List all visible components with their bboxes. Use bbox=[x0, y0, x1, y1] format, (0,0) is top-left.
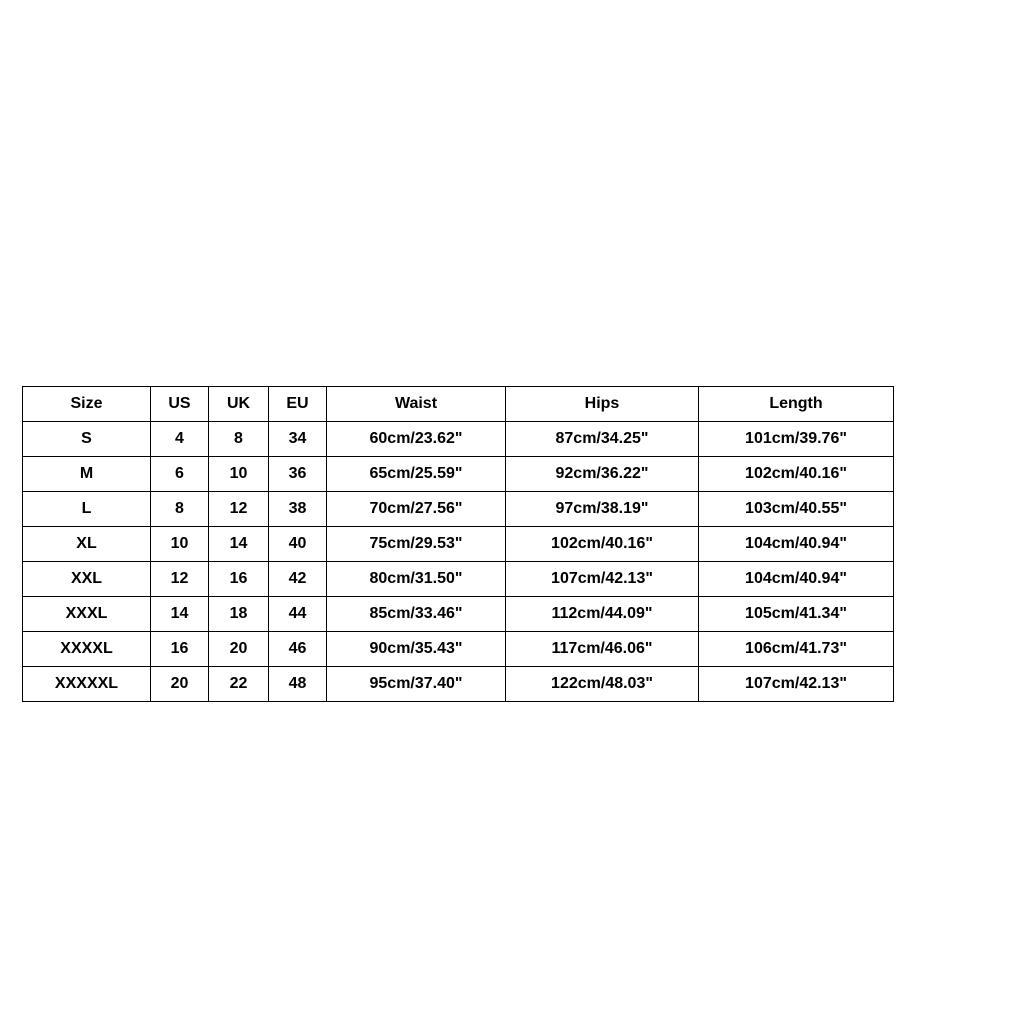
cell-us: 12 bbox=[151, 562, 209, 597]
header-eu: EU bbox=[269, 387, 327, 422]
table-row bbox=[23, 492, 894, 527]
cell-us: 8 bbox=[151, 492, 209, 527]
cell-us: 10 bbox=[151, 527, 209, 562]
header-row bbox=[23, 387, 894, 422]
cell-waist: 90cm/35.43" bbox=[327, 632, 506, 667]
table-row bbox=[23, 422, 894, 457]
cell-eu: 38 bbox=[269, 492, 327, 527]
cell-uk: 10 bbox=[209, 457, 269, 492]
cell-hips: 97cm/38.19" bbox=[506, 492, 699, 527]
cell-size: XXXL bbox=[23, 597, 151, 632]
table-row bbox=[23, 667, 894, 702]
cell-length: 103cm/40.55" bbox=[699, 492, 894, 527]
cell-hips: 107cm/42.13" bbox=[506, 562, 699, 597]
cell-us: 20 bbox=[151, 667, 209, 702]
header-waist: Waist bbox=[327, 387, 506, 422]
cell-waist: 70cm/27.56" bbox=[327, 492, 506, 527]
cell-size: XXL bbox=[23, 562, 151, 597]
cell-size: M bbox=[23, 457, 151, 492]
cell-waist: 85cm/33.46" bbox=[327, 597, 506, 632]
size-chart-table bbox=[22, 386, 894, 702]
cell-eu: 42 bbox=[269, 562, 327, 597]
cell-hips: 122cm/48.03" bbox=[506, 667, 699, 702]
cell-uk: 8 bbox=[209, 422, 269, 457]
cell-eu: 48 bbox=[269, 667, 327, 702]
cell-hips: 92cm/36.22" bbox=[506, 457, 699, 492]
cell-length: 101cm/39.76" bbox=[699, 422, 894, 457]
cell-waist: 60cm/23.62" bbox=[327, 422, 506, 457]
cell-hips: 117cm/46.06" bbox=[506, 632, 699, 667]
header-us: US bbox=[151, 387, 209, 422]
cell-waist: 80cm/31.50" bbox=[327, 562, 506, 597]
cell-us: 4 bbox=[151, 422, 209, 457]
header-uk: UK bbox=[209, 387, 269, 422]
cell-uk: 12 bbox=[209, 492, 269, 527]
cell-eu: 40 bbox=[269, 527, 327, 562]
cell-hips: 112cm/44.09" bbox=[506, 597, 699, 632]
cell-us: 16 bbox=[151, 632, 209, 667]
cell-size: S bbox=[23, 422, 151, 457]
table-row bbox=[23, 597, 894, 632]
cell-size: XL bbox=[23, 527, 151, 562]
cell-us: 14 bbox=[151, 597, 209, 632]
table-row bbox=[23, 457, 894, 492]
cell-uk: 14 bbox=[209, 527, 269, 562]
table-row bbox=[23, 527, 894, 562]
cell-length: 105cm/41.34" bbox=[699, 597, 894, 632]
table-row bbox=[23, 562, 894, 597]
cell-waist: 75cm/29.53" bbox=[327, 527, 506, 562]
cell-size: L bbox=[23, 492, 151, 527]
cell-uk: 16 bbox=[209, 562, 269, 597]
cell-eu: 34 bbox=[269, 422, 327, 457]
cell-eu: 36 bbox=[269, 457, 327, 492]
cell-hips: 87cm/34.25" bbox=[506, 422, 699, 457]
cell-length: 106cm/41.73" bbox=[699, 632, 894, 667]
cell-length: 104cm/40.94" bbox=[699, 562, 894, 597]
cell-length: 102cm/40.16" bbox=[699, 457, 894, 492]
cell-waist: 65cm/25.59" bbox=[327, 457, 506, 492]
cell-uk: 20 bbox=[209, 632, 269, 667]
cell-us: 6 bbox=[151, 457, 209, 492]
cell-eu: 44 bbox=[269, 597, 327, 632]
cell-size: XXXXXL bbox=[23, 667, 151, 702]
cell-length: 107cm/42.13" bbox=[699, 667, 894, 702]
cell-eu: 46 bbox=[269, 632, 327, 667]
cell-uk: 18 bbox=[209, 597, 269, 632]
cell-size: XXXXL bbox=[23, 632, 151, 667]
cell-uk: 22 bbox=[209, 667, 269, 702]
header-hips: Hips bbox=[506, 387, 699, 422]
table-row bbox=[23, 632, 894, 667]
header-size: Size bbox=[23, 387, 151, 422]
header-length: Length bbox=[699, 387, 894, 422]
cell-hips: 102cm/40.16" bbox=[506, 527, 699, 562]
cell-waist: 95cm/37.40" bbox=[327, 667, 506, 702]
cell-length: 104cm/40.94" bbox=[699, 527, 894, 562]
